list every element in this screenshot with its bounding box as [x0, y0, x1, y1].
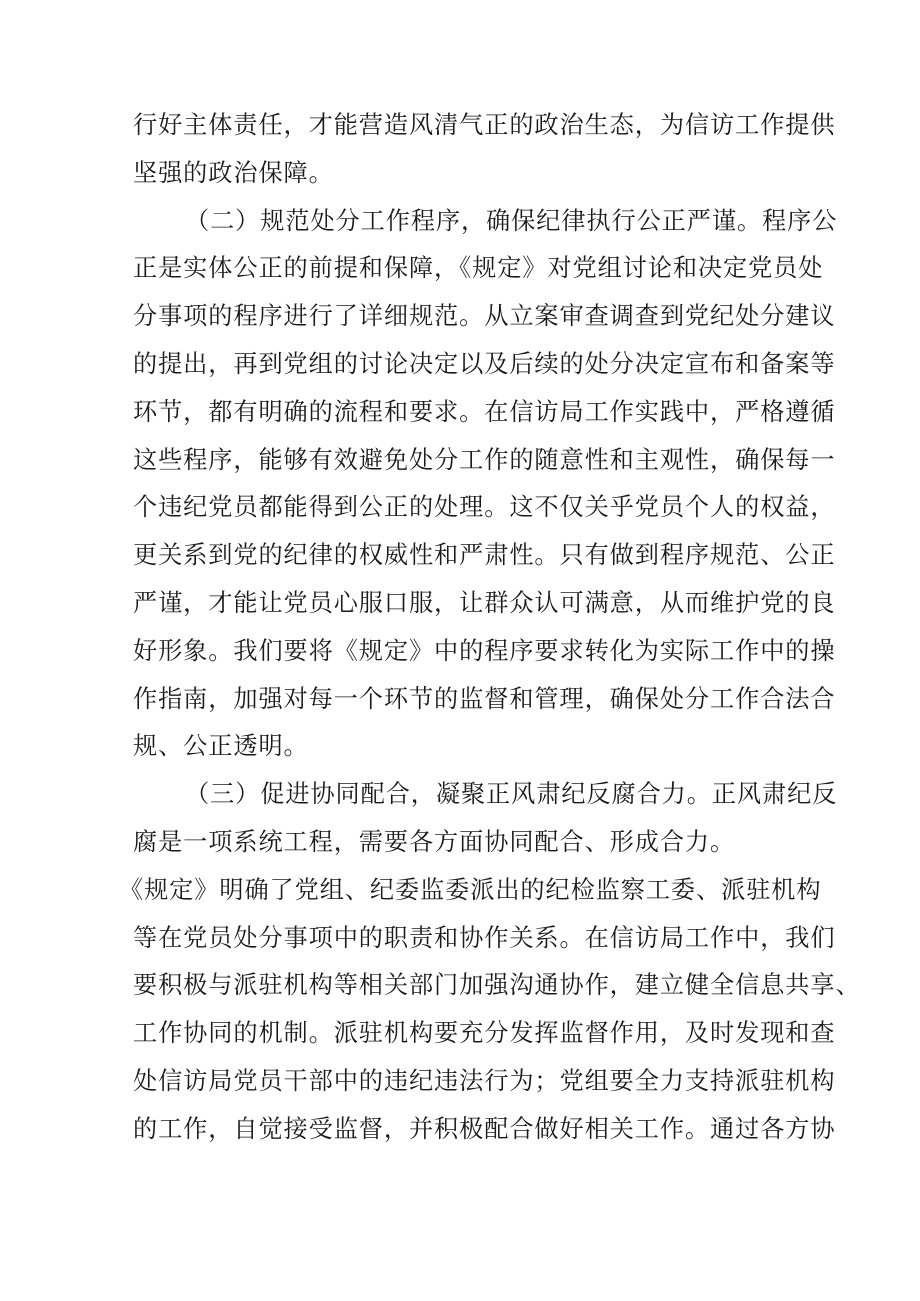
text-line: 更关系到党的纪律的权威性和严肃性。只有做到程序规范、公正: [133, 541, 836, 570]
text-line: 这些程序，能够有效避免处分工作的随意性和主观性，确保每一: [133, 445, 836, 474]
text-line: 行好主体责任，才能营造风清气正的政治生态，为信访工作提供: [133, 111, 836, 139]
body-text: [119, 102, 861, 1154]
text-line: （三）促进协同配合，凝聚正风肃纪反腐合力。正风肃纪反: [185, 780, 838, 809]
text-line: 要积极与派驻机构等相关部门加强沟通协作，建立健全信息共享、: [133, 971, 861, 1000]
text-line: 腐是一项系统工程，需要各方面协同配合、形成合力。: [133, 827, 736, 856]
text-line: 严谨，才能让党员心服口服，让群众认可满意，从而维护党的良: [133, 588, 836, 617]
text-line: 处信访局党员干部中的违纪违法行为；党组要全力支持派驻机构: [133, 1066, 836, 1095]
text-line: 规、公正透明。: [133, 732, 309, 761]
text-line: 坚强的政治保障。: [133, 158, 334, 187]
text-line: 《规定》明确了党组、纪委监委派出的纪检监察工委、派驻机构: [119, 875, 822, 904]
text-line: 好形象。我们要将《规定》中的程序要求转化为实际工作中的操: [133, 636, 836, 665]
text-line: 分事项的程序进行了详细规范。从立案审查调查到党纪处分建议: [133, 302, 836, 331]
text-line: 的工作，自觉接受监督，并积极配合做好相关工作。通过各方协: [133, 1114, 836, 1143]
text-line: 个违纪党员都能得到公正的处理。这不仅关乎党员个人的权益，: [133, 493, 836, 522]
text-line: 的提出，再到党组的讨论决定以及后续的处分决定宣布和备案等: [133, 349, 836, 378]
text-line: 作指南，加强对每一个环节的监督和管理，确保处分工作合法合: [133, 684, 836, 713]
text-line: 正是实体公正的前提和保障，《规定》对党组讨论和决定党员处: [133, 254, 824, 283]
text-line: 工作协同的机制。派驻机构要充分发挥监督作用，及时发现和查: [133, 1019, 836, 1048]
text-line: 环节，都有明确的流程和要求。在信访局工作实践中，严格遵循: [133, 397, 836, 426]
text-line: 等在党员处分事项中的职责和协作关系。在信访局工作中，我们: [133, 923, 836, 952]
text-line: （二）规范处分工作程序，确保纪律执行公正严谨。程序公: [185, 206, 838, 235]
